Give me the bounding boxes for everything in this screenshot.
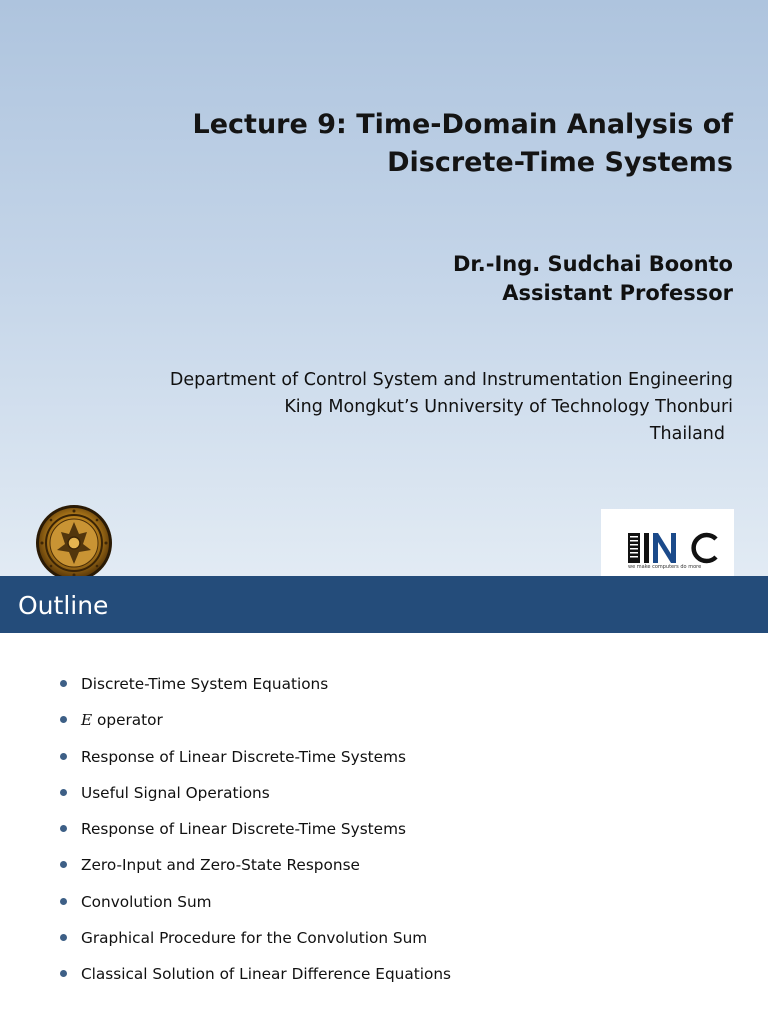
list-item-label: Classical Solution of Linear Difference Equations xyxy=(81,965,452,984)
university-seal-icon xyxy=(35,504,113,576)
outline-header-bar xyxy=(0,576,768,633)
bullet-icon xyxy=(60,898,67,905)
lecture-title xyxy=(113,106,733,182)
author-position: Assistant Professor xyxy=(502,281,733,305)
logo-tagline: we make computers do more xyxy=(628,564,702,570)
list-item-label: Graphical Procedure for the Convolution Sum xyxy=(81,929,428,948)
bullet-icon xyxy=(60,825,67,832)
bullet-icon xyxy=(60,716,67,723)
bullet-icon xyxy=(60,934,67,941)
list-item xyxy=(0,847,768,883)
list-item-label: Discrete-Time System Equations xyxy=(81,675,329,693)
title-line-1: Lecture 9: Time-Domain Analysis of xyxy=(192,109,733,140)
list-item xyxy=(0,739,768,775)
list-item-label: Useful Signal Operations xyxy=(81,783,270,802)
list-item xyxy=(0,956,768,992)
title-line-2: Discrete-Time Systems xyxy=(387,147,733,178)
list-item-label: Response of Linear Discrete-Time Systems xyxy=(81,820,406,839)
inc-logo xyxy=(601,509,734,576)
affiliation-block xyxy=(33,367,733,448)
bullet-icon xyxy=(60,680,67,687)
list-item xyxy=(0,666,768,702)
bullet-icon xyxy=(60,861,67,868)
outline-list xyxy=(0,666,768,993)
list-item-label: operator xyxy=(92,711,163,730)
department: Department of Control System and Instrumentation Engineering xyxy=(169,370,733,390)
list-item-label: Response of Linear Discrete-Time Systems xyxy=(81,747,406,766)
math-symbol-e: E xyxy=(81,711,93,730)
country: Thailand xyxy=(649,424,725,444)
list-item-label: Zero-Input and Zero-State Response xyxy=(81,856,360,875)
outline-heading: Outline xyxy=(18,591,109,620)
list-item xyxy=(0,920,768,956)
bullet-icon xyxy=(60,789,67,796)
list-item xyxy=(0,811,768,847)
bullet-icon xyxy=(60,753,67,760)
university: King Mongkut’s Unniversity of Technology Thonburi xyxy=(284,397,733,417)
list-item xyxy=(0,884,768,920)
author-name: Dr.-Ing. Sudchai Boonto xyxy=(452,252,733,276)
list-item xyxy=(0,702,768,738)
list-item xyxy=(0,775,768,811)
bullet-icon xyxy=(60,970,67,977)
author-block xyxy=(233,250,733,308)
list-item-label: Convolution Sum xyxy=(81,892,212,911)
